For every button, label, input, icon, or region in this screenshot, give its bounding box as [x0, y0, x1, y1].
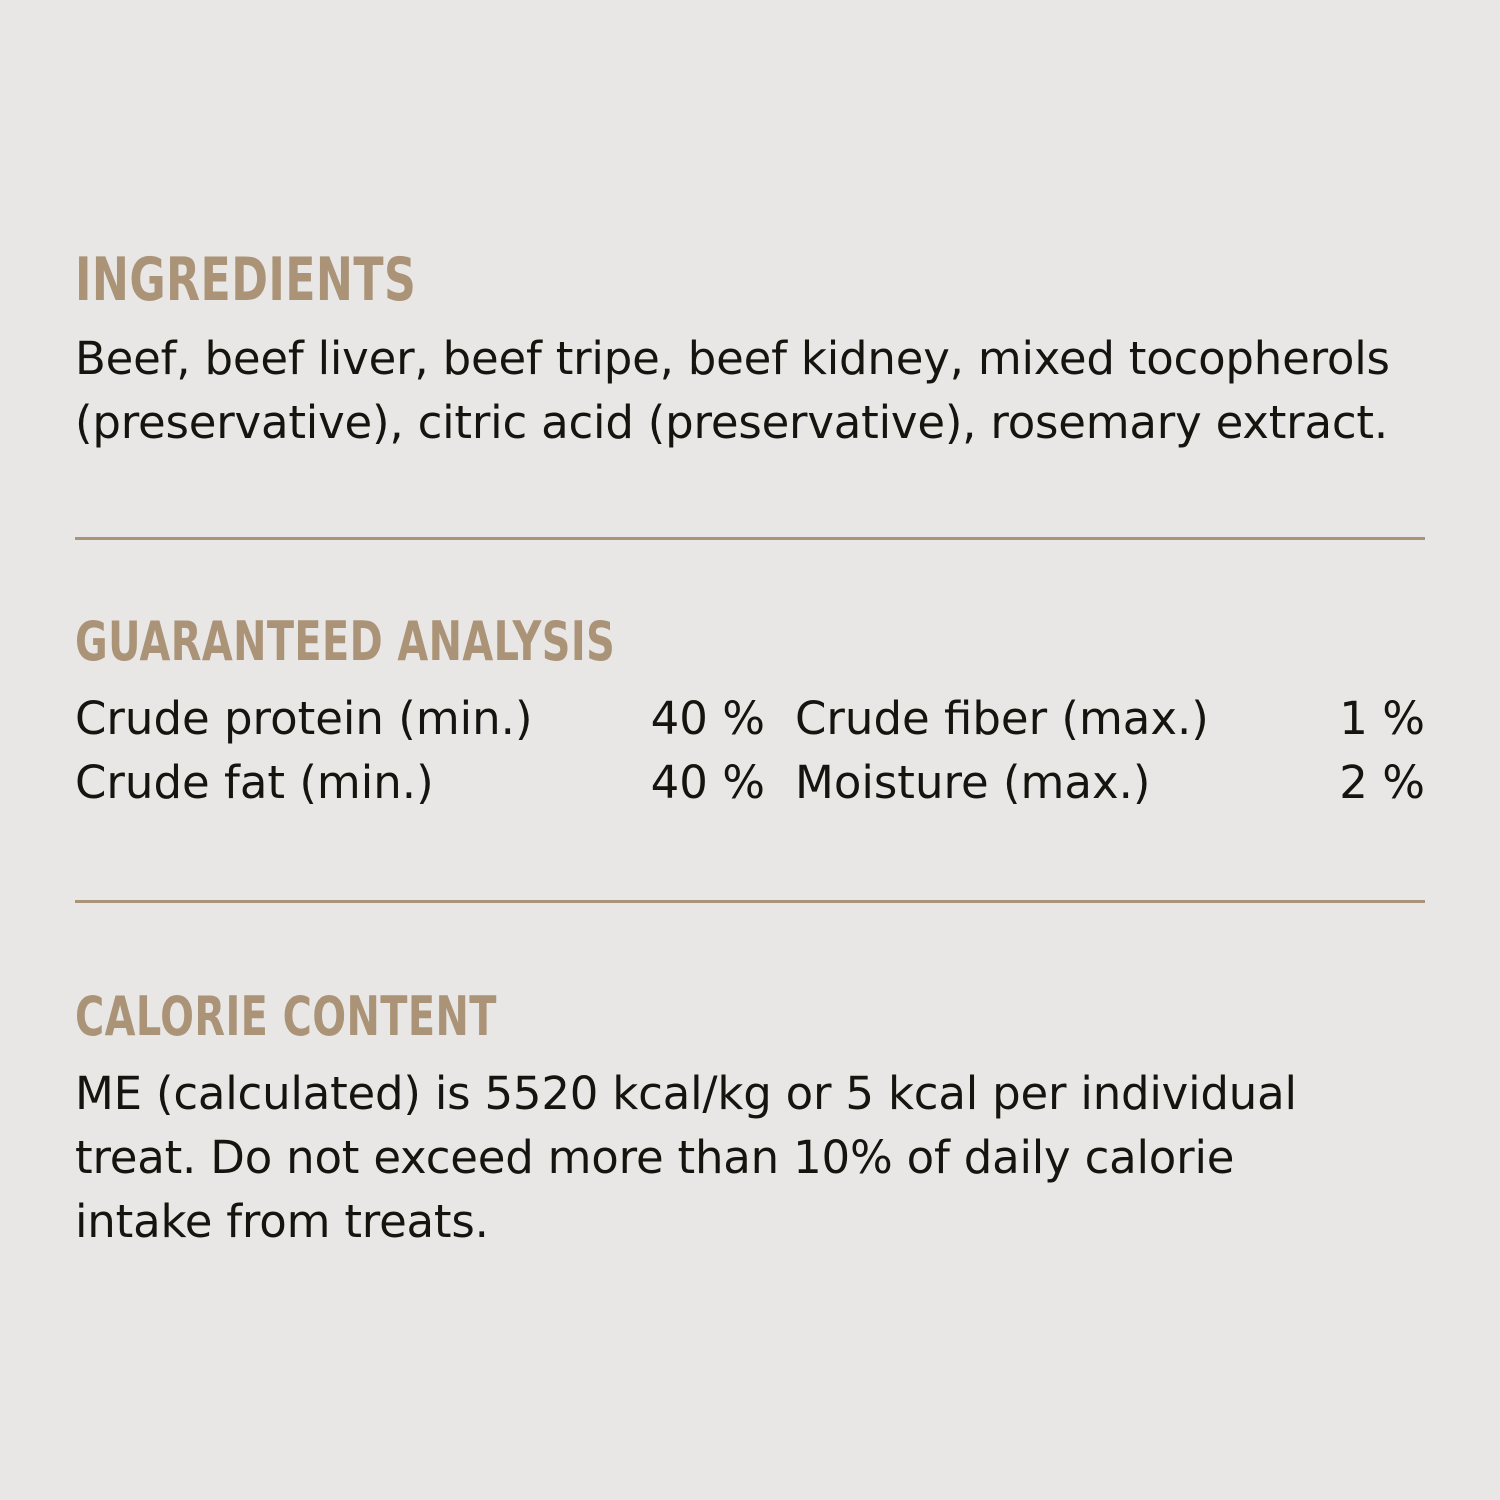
ingredients-text: Beef, beef liver, beef tripe, beef kidney, mixed tocopherols (preservative), citric acid (preservative), rosemary extract.: [75, 332, 1390, 449]
guaranteed-analysis-heading: GUARANTEED ANALYSIS: [75, 610, 616, 673]
ga-value-crude-fiber: 1 %: [1339, 692, 1425, 745]
ingredients-section: [75, 245, 1425, 455]
calorie-content-section: [75, 985, 1425, 1254]
ga-value-crude-protein: 40 %: [650, 692, 765, 745]
section-divider-1: [75, 537, 1425, 540]
ga-label-crude-protein: Crude protein (min.): [75, 692, 533, 745]
ga-value-moisture: 2 %: [1339, 755, 1425, 809]
ga-label-crude-fiber: Crude fiber (max.): [795, 692, 1209, 745]
ingredients-heading: INGREDIENTS: [75, 245, 417, 315]
ga-label-moisture: Moisture (max.): [795, 755, 1151, 809]
guaranteed-analysis-table: [75, 687, 1425, 815]
ga-label-crude-fat: Crude fat (min.): [75, 755, 434, 809]
section-divider-2: [75, 900, 1425, 903]
calorie-content-heading: CALORIE CONTENT: [75, 985, 497, 1048]
nutrition-label-panel: [75, 0, 1425, 1500]
guaranteed-analysis-section: [75, 610, 1425, 815]
ga-value-crude-fat: 40 %: [650, 755, 765, 809]
calorie-content-text: ME (calculated) is 5520 kcal/kg or 5 kcal per individual treat. Do not exceed more than 10% of daily calorie intake from treats.: [75, 1067, 1297, 1248]
